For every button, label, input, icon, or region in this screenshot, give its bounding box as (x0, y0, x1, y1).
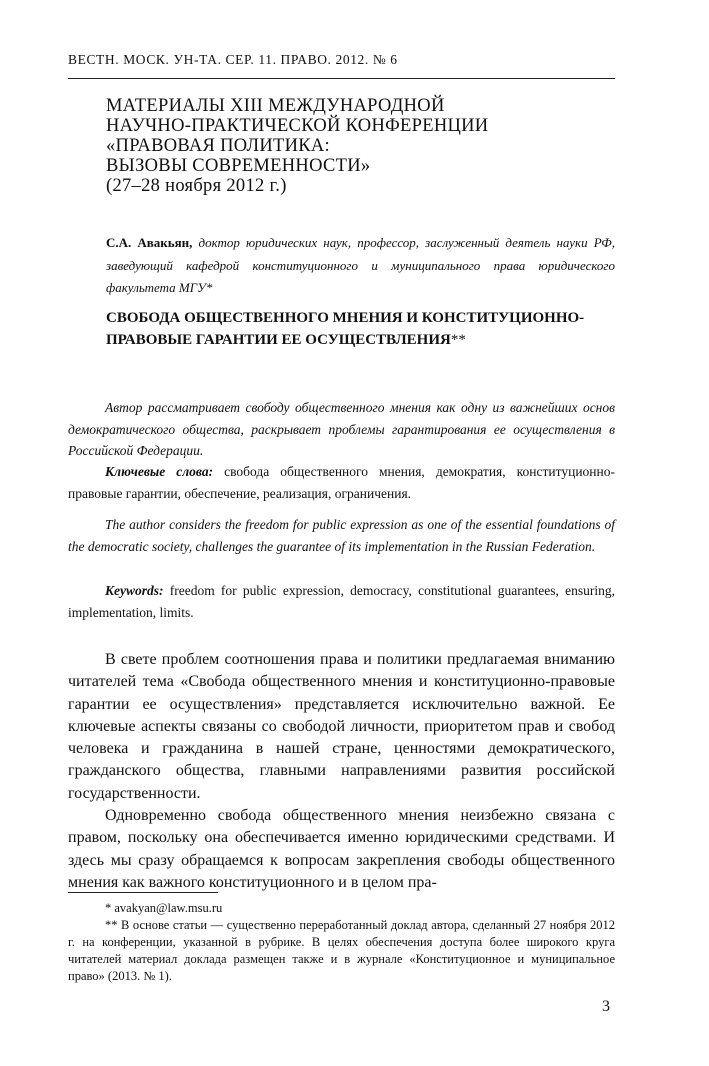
keywords-en-label: Keywords: (105, 583, 164, 598)
keywords-en-text: freedom for public expression, democracy, constitutional guarantees, ensuring, implementation, limits. (68, 583, 615, 620)
author-name: С.А. Авакьян, (106, 235, 193, 250)
article-title-footnote-mark: ** (450, 331, 466, 348)
conference-title-line: МАТЕРИАЛЫ XIII МЕЖДУНАРОДНОЙ (106, 96, 445, 116)
conference-title-line: ВЫЗОВЫ СОВРЕМЕННОСТИ» (106, 156, 371, 176)
abstract-ru: Автор рассматривает свободу общественного мнения как одну из важнейших основ демократического общества, раскрывает проблемы гарантирования ее осуществления в Российской Федерации. (68, 400, 615, 458)
footnote-rule (68, 892, 218, 893)
footnote-email: * avakyan@law.msu.ru (105, 901, 223, 915)
page-number: 3 (602, 998, 610, 1015)
article-title (106, 308, 616, 351)
footnotes (68, 900, 615, 985)
author-description: доктор юридических наук, профессор, заслуженный деятель науки РФ, заведующий кафедрой конституционного и муниципального права юридического факультета МГУ* (106, 235, 615, 295)
abstract-en: The author considers the freedom for public expression as one of the essential foundations of the democratic society, challenges the guarantee of its implementation in the Russian Federation. (68, 517, 615, 554)
keywords-ru-text: свобода общественного мнения, демократия, конституционно-правовые гарантии, обеспечение, реализация, ограничения. (68, 464, 615, 501)
conference-dates: (27–28 ноября 2012 г.) (106, 176, 287, 196)
author-block (106, 232, 615, 300)
article-body (68, 649, 615, 894)
keywords-ru (68, 461, 615, 505)
conference-title (106, 96, 616, 196)
conference-title-line: «ПРАВОВАЯ ПОЛИТИКА: (106, 136, 330, 156)
header-rule (68, 78, 615, 79)
footnote-note: ** В основе статьи — существенно переработанный доклад автора, сделанный 27 ноября 2012 г. на конференции, указанной в рубрике. В целях обеспечения доступа более широкого круга читателей материал доклада размещен также и в журнале «Конституционное и муниципальное право» (2013. № 1). (68, 918, 615, 983)
conference-title-line: НАУЧНО-ПРАКТИЧЕСКОЙ КОНФЕРЕНЦИИ (106, 116, 489, 136)
body-paragraph: В свете проблем соотношения права и политики предлагаемая вниманию читателей тема «Свобода общественного мнения и конституционно-правовые гарантии ее осуществления» представляется исключительно важной. Ее ключевые аспекты связаны со свободой личности, приоритетом прав и свобод человека и гражданина в нашей стране, ценностями демократического, гражданского общества, главными направлениями развития российской государственности. (68, 651, 615, 802)
body-paragraph: Одновременно свобода общественного мнения неизбежно связана с правом, поскольку она обеспечивается именно юридическими средствами. И здесь мы сразу обращаемся к вопросам закрепления свободы общественного мнения как важного конституционного и в целом пра- (68, 807, 615, 891)
journal-header: ВЕСТН. МОСК. УН-ТА. СЕР. 11. ПРАВО. 2012. № 6 (68, 52, 398, 67)
keywords-ru-label: Ключевые слова: (105, 464, 214, 479)
article-title-text: СВОБОДА ОБЩЕСТВЕННОГО МНЕНИЯ И КОНСТИТУЦИОННО-ПРАВОВЫЕ ГАРАНТИИ ЕЕ ОСУЩЕСТВЛЕНИЯ (106, 310, 585, 348)
keywords-en (68, 580, 615, 624)
